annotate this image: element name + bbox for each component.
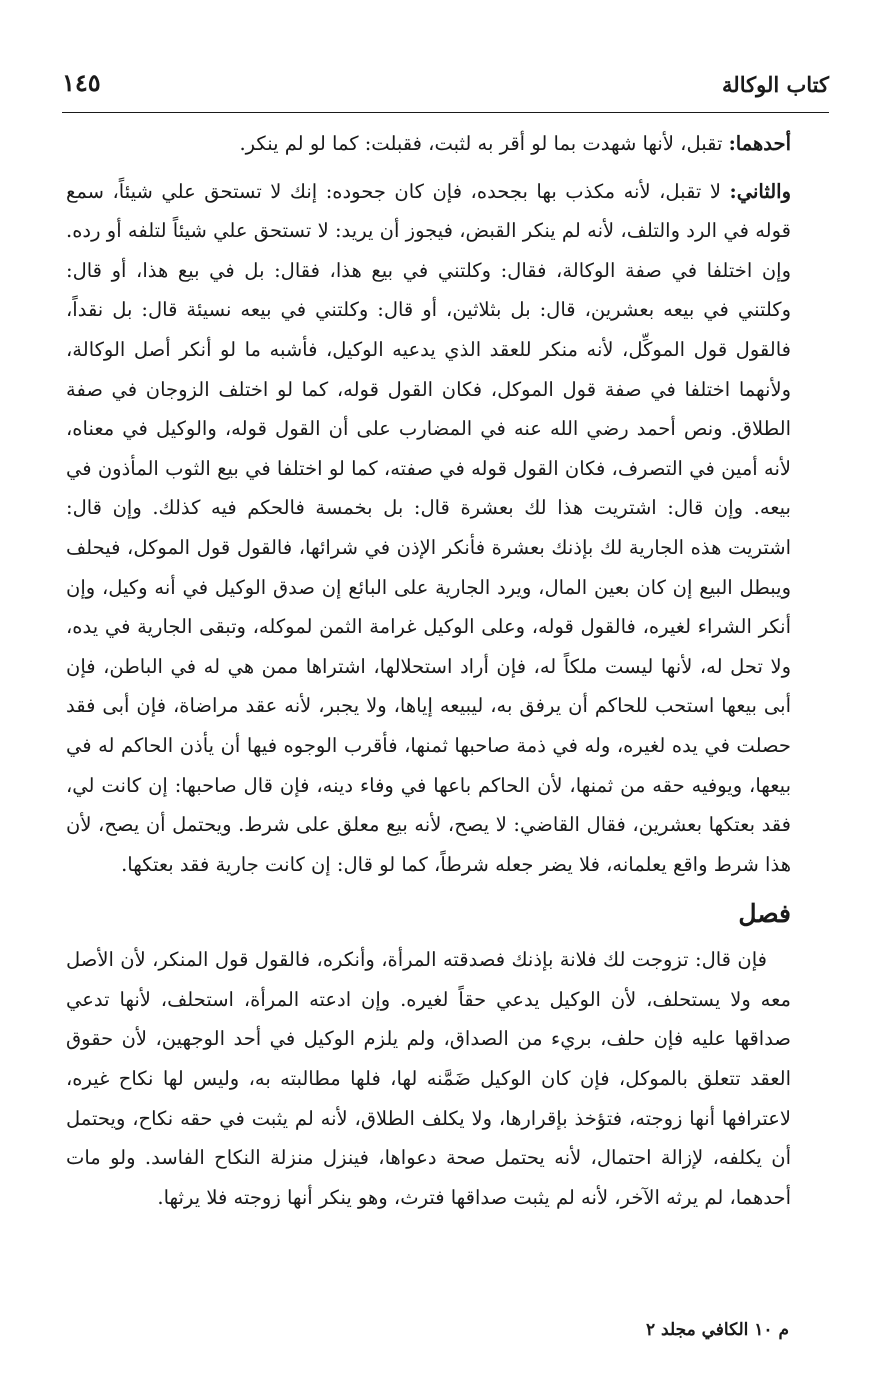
header-title: كتاب الوكالة (722, 72, 829, 97)
running-header (62, 66, 829, 110)
main-text (66, 124, 791, 1217)
paragraph-gap (66, 164, 791, 172)
section-heading: فصل (738, 899, 791, 929)
opinion-label: والثاني: (729, 179, 791, 203)
signature-mark: م ١٠ الكافي مجلد ٢ (645, 1320, 789, 1340)
section-paragraph: فإن قال: تزوجت لك فلانة بإذنك فصدقته المرأة، وأنكره، فالقول قول المنكر، لأن الأصل معه ولا يستحلف، لأن الوكيل يدعي حقاً لغيره. وإن ادعته المرأة، استحلف، لأنها تدعي صداقها عليه فإن حلف، بريء من الصداق، ولم يلزم الوكيل في أحد الوجهين، لأن حقوق العقد تتعلق بالموكل، فإن كان الوكيل ضَمَّنه لها، فلها مطالبته به، وليس لها نكاح غيره، لاعترافها أنها زوجته، فتؤخذ بإقرارها، ولا يكلف الطلاق، لأنه لم يثبت في حقه نكاح، ويحتمل أن يكلفه، لإزالة احتمال، لأنه يحتمل صحة دعواها، فينزل منزلة النكاح الفاسد. ولو مات أحدهما، لم يرثه الآخر، لأنه لم يثبت صداقها فترث، وهو ينكر أنها زوجته فلا يرثها. (66, 948, 791, 1209)
paragraph-text: تقبل، لأنها شهدت بما لو أقر به لثبت، فقبلت: كما لو لم ينكر. (239, 132, 729, 155)
opinion-label: أحدهما: (728, 132, 791, 155)
paragraph-second-opinion (66, 172, 791, 885)
paragraph-text: لا تقبل، لأنه مكذب بها بجحده، فإن كان جحوده: إنك لا تستحق علي شيئاً، سمع قوله في الرد والتلف، لأنه لم ينكر القبض، فيجوز أن يريد: لا تستحق علي شيئاً لتلفه أو رده. وإن اختلفا في صفة الوكالة، فقال: وكلتني في بيع هذا، فقال: بل في بيع هذا، أو قال: وكلتني في بيعه بعشرين، قال: بل بثلاثين، أو قال: وكلتني في بيعه نسيئة قال: بل نقداً، فالقول قول الموكِّل، لأنه منكر للعقد الذي يدعيه الوكيل، فأشبه ما لو أنكر أصل الوكالة، ولأنهما اختلفا في صفة قول الموكل، فكان القول قوله، كما لو اختلف الزوجان في صفة الطلاق. ونص أحمد رضي الله عنه في المضارب على أن القول قوله، والوكيل في معناه، لأنه أمين في التصرف، فكان القول قوله في صفته، كما لو اختلفا في بيع الثوب المأذون في بيعه. وإن قال: اشتريت هذا لك بعشرة قال: بل بخمسة فالحكم فيه كذلك. وإن قال: اشتريت هذه الجارية لك بإذنك بعشرة فأنكر الإذن في شرائها، فالقول قول الموكل، فيحلف ويبطل البيع إن كان بعين المال، ويرد الجارية على البائع إن صدق الوكيل في أنه وكيل، وإن أنكر الشراء لغيره، فالقول قوله، وعلى الوكيل غرامة الثمن لموكله، وتبقى الجارية في يده، ولا تحل له، لأنها ليست ملكاً له، فإن أراد استحلالها، اشتراها ممن هي له في الباطن، فإن أبى بيعها استحب للحاكم أن يرفق به، ليبيعه إياها، ولا يجبر، لأنه عقد مراضاة، فإن أبى فقد حصلت في يده لغيره، وله في ذمة صاحبها ثمنها، فأقرب الوجوه فيها أن يأذن الحاكم له في بيعها، ويوفيه حقه من ثمنها، لأن الحاكم باعها في وفاء دينه، فإن قال صاحبها: إن كانت لي، فقد بعتكها بعشرين، فقال القاضي: لا يصح، لأنه بيع معلق على شرط. ويحتمل أن يصح، لأن هذا شرط واقع يعلمانه، فلا يضر جعله شرطاً، كما لو قال: إن كانت جارية فقد بعتكها. (66, 179, 791, 876)
header-rule (62, 112, 829, 113)
page-number: ١٤٥ (62, 68, 101, 97)
paragraph-first-opinion (66, 124, 791, 164)
